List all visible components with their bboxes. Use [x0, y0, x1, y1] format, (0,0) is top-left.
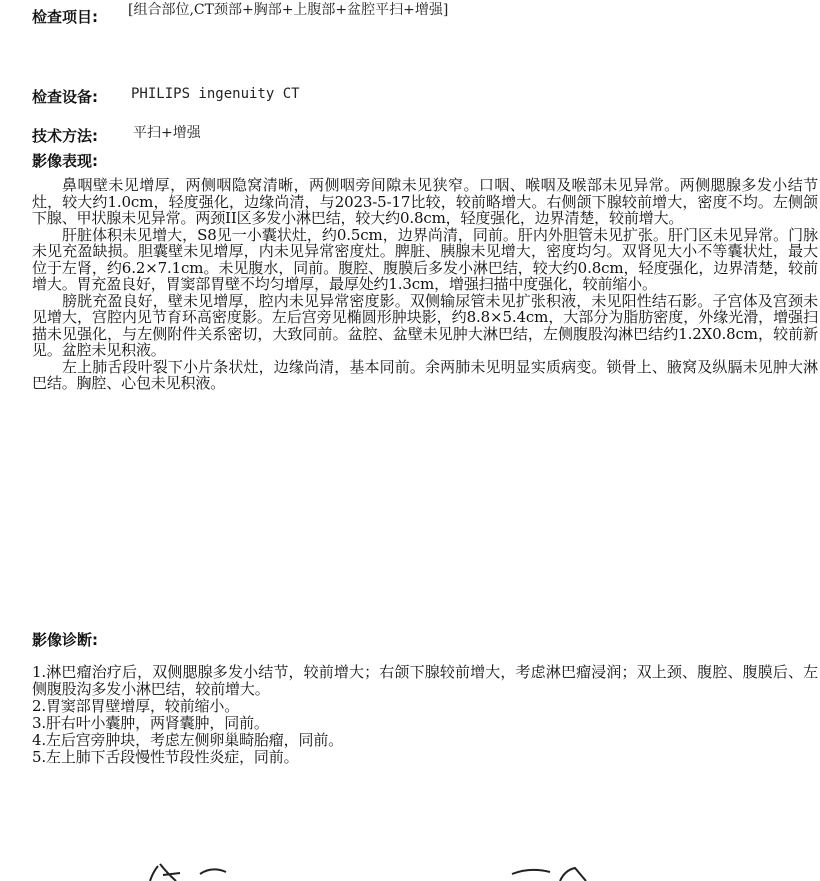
diagnosis-item: 1.淋巴瘤治疗后，双侧腮腺多发小结节，较前增大；右颌下腺较前增大，考虑淋巴瘤浸润；双上颈、腹腔、腹膜后、左侧腹股沟多发小淋巴结，较前增大。 [32, 663, 818, 698]
diagnosis-list [32, 664, 818, 766]
findings-body [32, 177, 818, 392]
findings-paragraph: 肝脏体积未见增大，S8见一小囊状灶，约0.5cm，边界尚清，同前。肝内外胆管未见扩张。肝门区未见异常。门脉未见充盈缺损。胆囊壁未见增厚，内未见异常密度灶。脾脏、胰腺未见增大，密度均匀。双肾见大小不等囊状灶，最大位于左肾，约6.2×7.1cm。未见腹水，同前。腹腔、腹膜后多发小淋巴结，较大约0.8cm，轻度强化，边界清楚，较前增大。胃充盈良好，胃窦部胃壁不均匀增厚，最厚处约1.3cm，增强扫描中度强化，较前缩小。 [32, 225, 818, 293]
exam-project-label: 检查项目: [32, 8, 98, 26]
diagnosis-item: 5.左上肺下舌段慢性节段性炎症，同前。 [32, 748, 299, 766]
findings-title: 影像表现: [32, 152, 98, 170]
diagnosis-item: 4.左后宫旁肿块，考虑左侧卵巢畸胎瘤，同前。 [32, 731, 344, 749]
findings-paragraph: 左上肺舌段叶裂下小片条状灶，边缘尚清，基本同前。余两肺未见明显实质病变。锁骨上、腋窝及纵膈未见肿大淋巴结。胸腔、心包未见积液。 [32, 357, 818, 392]
diagnosis-item: 2.胃窦部胃壁增厚，较前缩小。 [32, 697, 240, 715]
diagnosis-section-title [32, 629, 808, 650]
exam-device-value: PHILIPS ingenuity CT [131, 86, 300, 102]
findings-paragraph: 鼻咽壁未见增厚，两侧咽隐窝清晰，两侧咽旁间隙未见狭窄。口咽、喉咽及喉部未见异常。两侧腮腺多发小结节灶，较大约1.0cm，轻度强化，边缘尚清，与2023-5-17比较，较前略增大。右侧颌下腺较前增大，密度不均。左侧颌下腺、甲状腺未见异常。两颈II区多发小淋巴结，较大约0.8cm，轻度强化，边界清楚，较前增大。 [32, 176, 818, 227]
findings-section-title [32, 150, 808, 171]
diagnosis-title: 影像诊断: [32, 631, 98, 649]
findings-paragraph: 膀胱充盈良好，壁未见增厚，腔内未见异常密度影。双侧输尿管未见扩张积液，未见阳性结石影。子宫体及宫颈未见增大，宫腔内见节育环高密度影。左后宫旁见椭圆形肿块影，约8.8×5.4cm，大部分为脂肪密度，外缘光滑，增强扫描未见强化，与左侧附件关系密切，大致同前。盆腔、盆壁未见肿大淋巴结，左侧腹股沟淋巴结约1.2X0.8cm，较前新见。盆腔未见积液。 [32, 291, 818, 359]
exam-project-value: [组合部位,CT颈部+胸部+上腹部+盆腔平扫+增强] [128, 2, 449, 18]
technique-label: 技术方法: [32, 127, 98, 145]
handwritten-signature [0, 860, 820, 881]
exam-device-label: 检查设备: [32, 88, 98, 106]
diagnosis-item: 3.肝右叶小囊肿，两肾囊肿，同前。 [32, 714, 269, 732]
technique-value: 平扫+增强 [133, 125, 201, 141]
